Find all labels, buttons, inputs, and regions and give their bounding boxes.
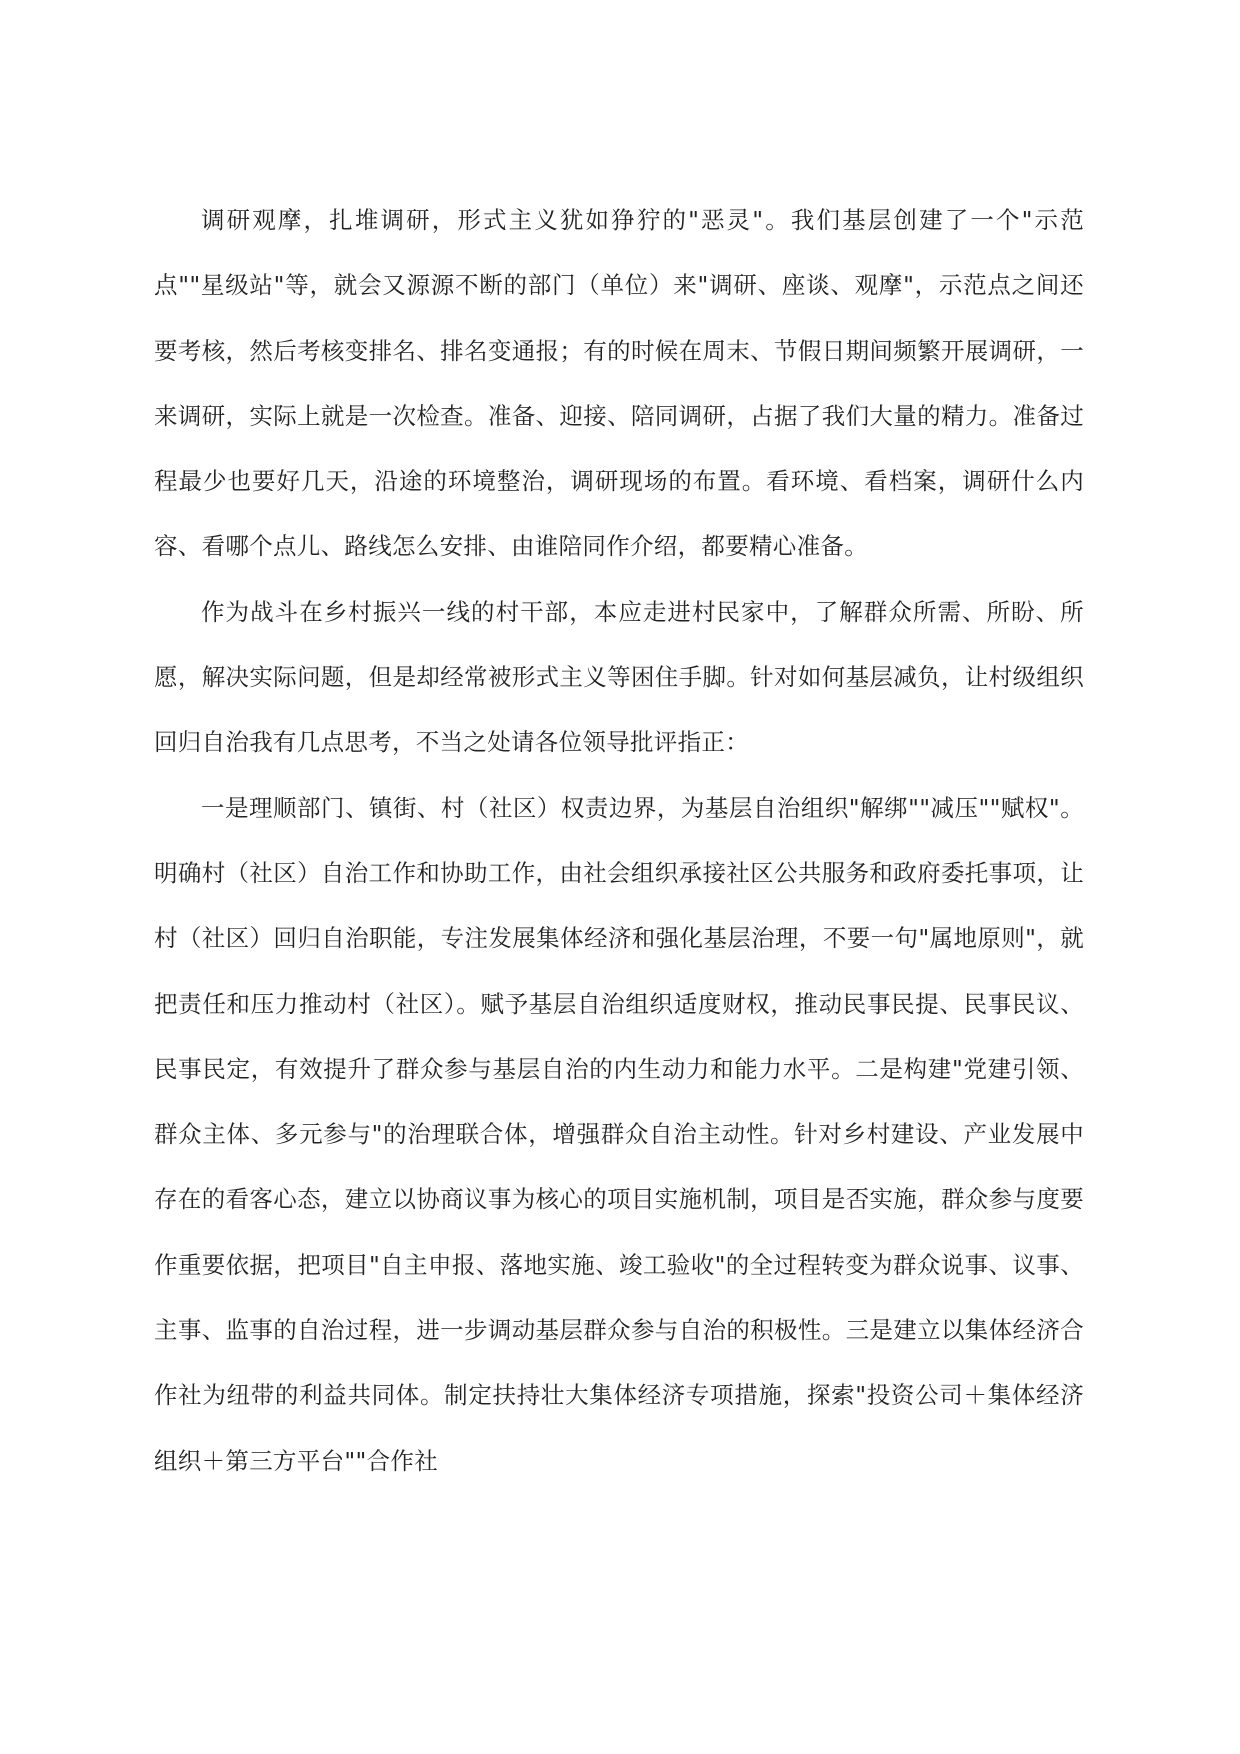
document-body [154,188,1084,1494]
paragraph-village-cadre: 作为战斗在乡村振兴一线的村干部，本应走进村民家中，了解群众所需、所盼、所愿，解决实际问题，但是却经常被形式主义等困住手脚。针对如何基层减负，让村级组织回归自治我有几点思考，不当之处请各位领导批评指正： [154,597,1084,757]
paragraph-suggestions: 一是理顺部门、镇街、村（社区）权责边界，为基层自治组织"解绑""减压""赋权"。明确村（社区）自治工作和协助工作，由社会组织承接社区公共服务和政府委托事项，让村（社区）回归自治职能，专注发展集体经济和强化基层治理，不要一句"属地原则"，就把责任和压力推动村（社区）。赋予基层自治组织适度财权，推动民事民提、民事民议、民事民定，有效提升了群众参与基层自治的内生动力和能力水平。二是构建"党建引领、群众主体、多元参与"的治理联合体，增强群众自治主动性。针对乡村建设、产业发展中存在的看客心态，建立以协商议事为核心的项目实施机制，项目是否实施，群众参与度要作重要依据，把项目"自主申报、落地实施、竣工验收"的全过程转变为群众说事、议事、主事、监事的自治过程，进一步调动基层群众参与自治的积极性。三是建立以集体经济合作社为纽带的利益共同体。制定扶持壮大集体经济专项措施，探索"投资公司＋集体经济组织＋第三方平台""合作社 [154,793,1084,1475]
paragraph-research-observation: 调研观摩，扎堆调研，形式主义犹如狰狞的"恶灵"。我们基层创建了一个"示范点""星级站"等，就会又源源不断的部门（单位）来"调研、座谈、观摩"，示范点之间还要考核，然后考核变排名、排名变通报；有的时候在周末、节假日期间频繁开展调研，一来调研，实际上就是一次检查。准备、迎接、陪同调研，占据了我们大量的精力。准备过程最少也要好几天，沿途的环境整治，调研现场的布置。看环境、看档案，调研什么内容、看哪个点儿、路线怎么安排、由谁陪同作介绍，都要精心准备。 [154,206,1084,561]
